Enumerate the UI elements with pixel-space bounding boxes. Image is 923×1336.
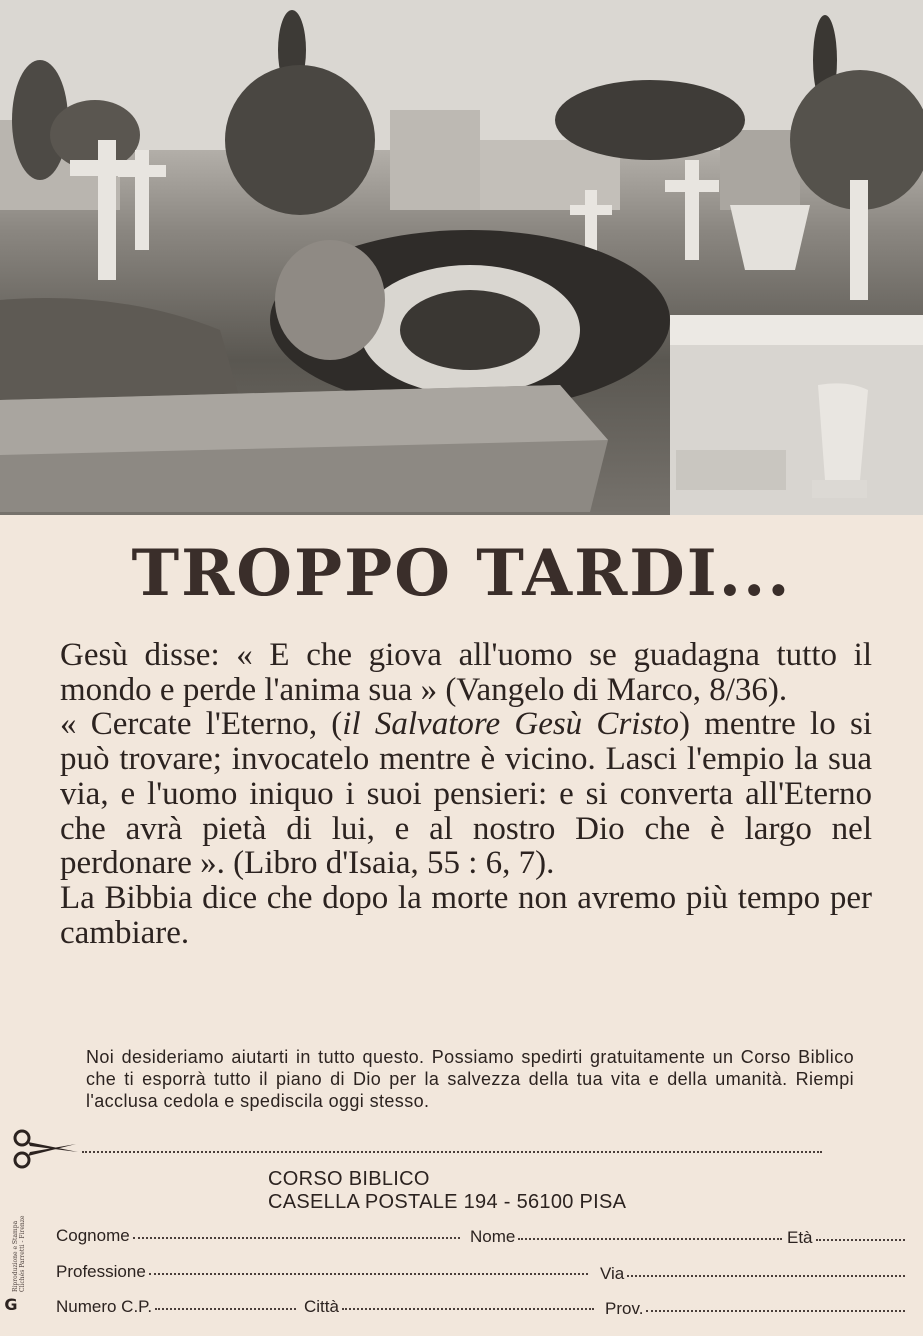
isaiah-quote-start: « Cercate l'Eterno, ( xyxy=(60,706,343,743)
field-professione[interactable] xyxy=(56,1262,588,1282)
field-label-via: Via xyxy=(600,1264,625,1283)
paragraph-gospel: Gesù disse: « E che giova all'uomo se guadagna tutto il mondo e perde l'anima sua » (Vangelo di Marco, 8/36). xyxy=(60,637,872,708)
printer-logo: G xyxy=(4,1295,18,1314)
scissors-icon xyxy=(8,1128,80,1175)
scripture-text xyxy=(60,638,872,950)
paragraph-isaiah xyxy=(60,707,872,881)
cemetery-photo xyxy=(0,0,923,515)
offer-text: Noi desideriamo aiutarti in tutto questo. Possiamo spedirti gratuitamente un Corso Biblico che ti esporrà tutto il piano di Dio per la salvezza della tua vita e della umanità. Riempi l'acclusa cedola e spediscila oggi stesso. xyxy=(86,1047,854,1111)
printer-line-2: Clichés Parretti - Firenze xyxy=(19,1215,26,1292)
field-cognome[interactable] xyxy=(56,1226,460,1246)
field-nome[interactable] xyxy=(470,1227,782,1247)
address-line-1: CORSO BIBLICO xyxy=(268,1168,430,1190)
field-label-numero-cp: Numero C.P. xyxy=(56,1297,153,1316)
cut-line xyxy=(82,1151,822,1153)
field-line-prov[interactable] xyxy=(646,1310,905,1312)
address-line-2: CASELLA POSTALE 194 - 56100 PISA xyxy=(268,1191,627,1213)
printer-line-1: Riproduzione e Stampa xyxy=(12,1220,19,1292)
field-via[interactable] xyxy=(600,1264,905,1284)
field-line-citta[interactable] xyxy=(342,1308,594,1310)
printer-credit xyxy=(2,1196,26,1316)
field-line-eta[interactable] xyxy=(816,1239,905,1241)
field-citta[interactable] xyxy=(304,1297,594,1317)
field-prov[interactable] xyxy=(605,1299,905,1319)
isaiah-italic-phrase: il Salvatore Gesù Cristo xyxy=(342,706,679,743)
cemetery-illustration xyxy=(0,0,923,515)
field-line-nome[interactable] xyxy=(518,1238,782,1240)
field-label-professione: Professione xyxy=(56,1262,146,1281)
field-numero-cp[interactable] xyxy=(56,1297,296,1317)
field-label-prov: Prov. xyxy=(605,1299,644,1318)
field-line-cognome[interactable] xyxy=(133,1237,460,1239)
printer-credit-text xyxy=(12,1216,26,1292)
field-line-numero-cp[interactable] xyxy=(155,1308,296,1310)
field-label-cognome: Cognome xyxy=(56,1226,130,1245)
field-label-citta: Città xyxy=(304,1297,339,1316)
field-eta[interactable] xyxy=(787,1228,905,1248)
paragraph-bible-warning: La Bibbia dice che dopo la morte non avremo più tempo per cambiare. xyxy=(60,879,872,951)
headline: TROPPO TARDI... xyxy=(131,536,792,611)
field-line-via[interactable] xyxy=(627,1275,905,1277)
mailing-address xyxy=(268,1168,626,1214)
field-line-professione[interactable] xyxy=(149,1273,588,1275)
isaiah-quote-rest: ) mentre lo si può trovare; invocatelo mentre è vicino. Lasci l'empio la sua via, e l'uomo iniquo i suoi pensieri: e si converta all'Eterno che avrà pietà di lui, e al nostro Dio che è largo nel perdonare ». (Libro d'Isaia, 55 : 6, 7). xyxy=(60,706,872,882)
field-label-eta: Età xyxy=(787,1228,813,1247)
field-label-nome: Nome xyxy=(470,1227,516,1246)
